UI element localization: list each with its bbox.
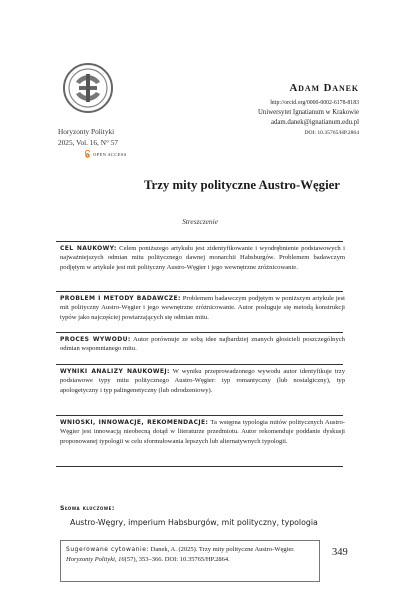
section-text: Autor porównuje ze sobą idee najbardziej znanych głosicieli poszczególnych odmian wspomnianego mitu. [60, 336, 345, 353]
keywords-text: Austro-Węgry, imperium Habsburgów, mit polityczny, typologia [70, 518, 318, 527]
open-access-lock-icon [84, 150, 91, 158]
section-divider [56, 415, 343, 416]
article-title: Trzy mity polityczne Austro-Węgier [143, 178, 340, 192]
section-text: W wyniku przeprowadzonego wywodu autor identyfikuje trzy podstawowe typy mitu politycznego Austro-Węgier: typ romantyczny (lub nostalgiczny), typ apologetyczny i typ palingenetyczny (lub odrodzeniowy). [60, 368, 346, 394]
section-label: CEL NAUKOWY: [60, 245, 117, 252]
journal-name: Horyzonty Polityki [58, 127, 115, 136]
section-label: WNIOSKI, INNOWACJE, REKOMENDACJE: [60, 419, 209, 426]
citation-post: (57), 353–366. DOI: 10.35765/HP.2864. [124, 556, 230, 564]
abstract-section-results [60, 367, 345, 395]
section-divider [56, 291, 343, 292]
journal-logo [62, 62, 114, 114]
journal-issue: 2025, Vol. 16, N° 57 [58, 138, 119, 147]
section-divider [56, 466, 343, 467]
section-text: Celem poniższego artykułu jest zidentyfikowanie i wyodrębnienie podstawowych i najważniejszych odmian mitu politycznego dawnej monarchii Habsburgów. Problemem badawczym podjętym w artykule jest mit polityczny Austro-Węgier i jego wewnętrzne zróżnicowanie. [60, 245, 346, 271]
section-label: WYNIKI ANALIZY NAUKOWEJ: [60, 368, 170, 375]
citation-journal: Horyzonty Polityki, 16 [66, 556, 125, 564]
citation-pre: Danek, A. (2025). Trzy mity polityczne Austro-Węgier. [150, 546, 295, 553]
section-divider [56, 332, 343, 333]
open-access-badge [84, 150, 127, 158]
citation-label: Sugerowane cytowanie: [66, 547, 150, 553]
section-label: PROCES WYWODU: [60, 336, 131, 343]
abstract-section-process [60, 335, 345, 354]
citation-text [66, 545, 314, 565]
journal-info [58, 126, 148, 148]
abstract-section-methods [60, 294, 345, 322]
article-doi: DOI: 10.35765/HP.2864 [304, 130, 359, 136]
author-name: Adam Danek [289, 82, 359, 94]
section-text: Problemem badawczym podjętym w poniższym artykule jest mit polityczny Austro-Węgier i jego wewnętrzne zróżnicowanie. Autor posługuje się metodą konstrukcji typów jako najczęściej powtarzających się odmian mitu. [60, 295, 345, 321]
abstract-section-goal [60, 244, 345, 272]
abstract-section-conclusions [60, 418, 345, 446]
author-email[interactable]: adam.danek@ignatianum.edu.pl [271, 119, 359, 126]
section-divider [56, 241, 343, 242]
author-orcid[interactable]: http://orcid.org/0000-0002-6178-8183 [270, 100, 359, 106]
open-access-label: OPEN ACCESS [93, 151, 127, 157]
section-text: Ta wstępna typologia mitów politycznych Austro-Węgier jest innowacją nieobecną dotąd w literaturze przedmiotu. Autor rekomenduje poddanie dyskusji proponowanej typologii w celu sformułowania lepszych lub alternatywnych typologii. [60, 419, 345, 445]
author-affiliation: Uniwersytet Ignatianum w Krakowie [258, 109, 359, 116]
section-label: PROBLEM I METODY BADAWCZE: [60, 295, 181, 302]
keywords-label: Słowa kluczowe: [60, 505, 115, 512]
abstract-heading: Streszczenie [182, 217, 218, 226]
section-divider [56, 364, 343, 365]
page-number: 349 [332, 547, 348, 558]
